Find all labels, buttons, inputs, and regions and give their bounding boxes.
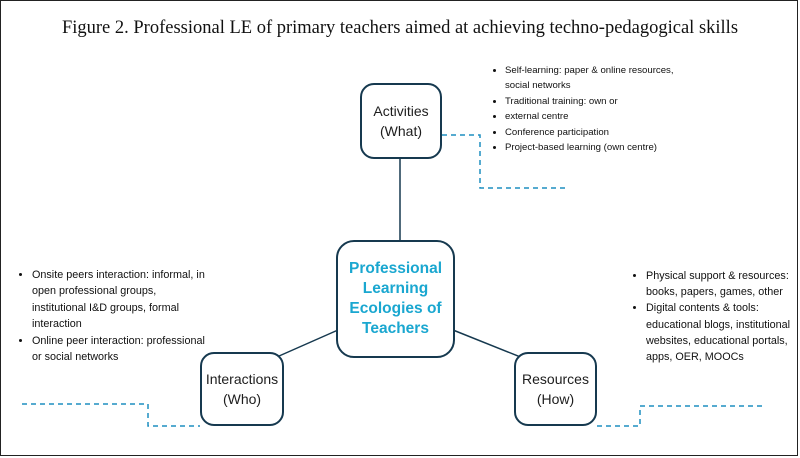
list-item: • Conference participation	[505, 125, 685, 140]
dashed-leader-resources	[597, 406, 765, 426]
resources-list	[628, 268, 800, 365]
interactions-label: Interactions	[205, 371, 279, 387]
center-label-line-4: Teachers	[362, 320, 429, 337]
list-item: • Onsite peers interaction: informal, in open professional groups, institutional I&D groups, formal interaction	[32, 267, 210, 333]
resources-sublabel: (How)	[536, 391, 575, 407]
interactions-list	[14, 267, 210, 365]
list-item: • Digital contents & tools: educational blogs, institutional websites, educational portals, apps, OER, MOOCs	[646, 300, 800, 365]
list-item: • external centre	[505, 109, 685, 124]
figure-title: Figure 2. Professional LE of primary teachers aimed at achieving techno-pedagogical skills	[61, 18, 739, 38]
activities-label: Activities	[373, 103, 429, 119]
list-item: • Online peer interaction: professional or social networks	[32, 333, 210, 366]
list-item: • Physical support & resources: books, papers, games, other	[646, 268, 800, 300]
activities-node	[360, 83, 442, 159]
list-item: • Project-based learning (own centre)	[505, 140, 685, 155]
dashed-leader-interactions	[22, 404, 200, 426]
activities-list	[487, 63, 685, 155]
center-label-line-1: Professional	[348, 260, 443, 277]
resources-node	[514, 352, 597, 426]
interactions-sublabel: (Who)	[222, 391, 262, 407]
activities-sublabel: (What)	[380, 123, 422, 139]
center-label-line-3: Ecologies of	[349, 300, 442, 317]
center-node	[336, 240, 455, 358]
list-item: • Self-learning: paper & online resources, social networks	[505, 63, 685, 94]
list-item: • Traditional training: own or	[505, 94, 685, 109]
resources-label: Resources	[522, 371, 589, 387]
center-label-line-2: Learning	[362, 280, 429, 297]
interactions-node	[200, 352, 284, 426]
